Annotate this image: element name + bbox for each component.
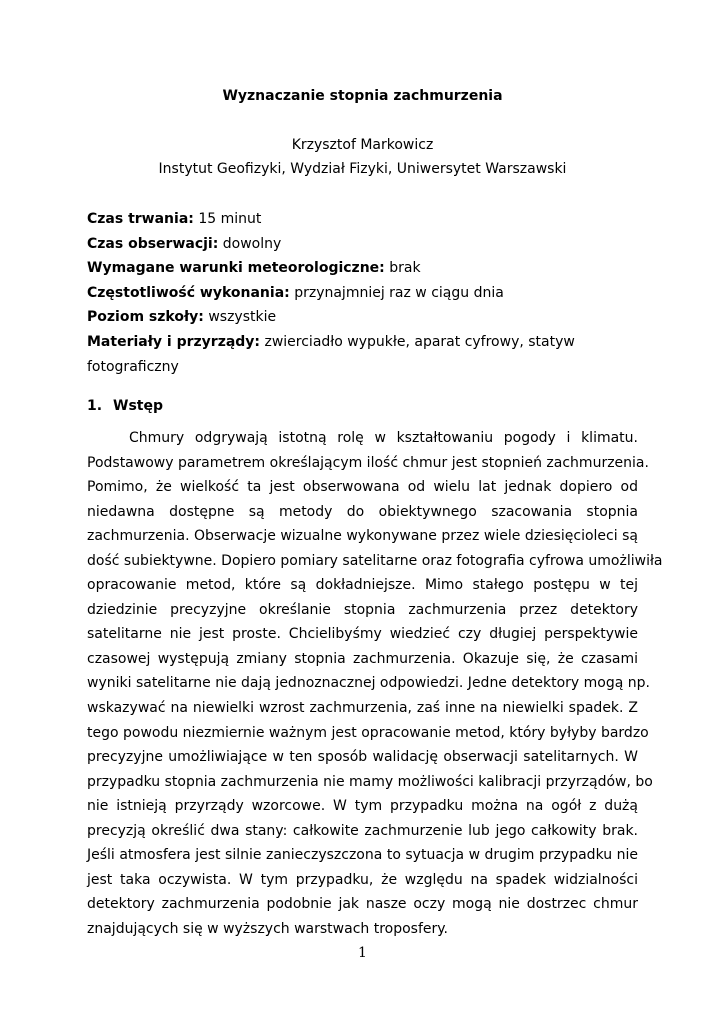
paragraph-line: Pomimo, że wielkość ta jest obserwowana od wielu lat jednak dopiero od — [87, 479, 638, 496]
meta-label: Czas trwania: — [87, 211, 194, 227]
author-name: Krzysztof Markowicz — [291, 137, 434, 153]
document-title: Wyznaczanie stopnia zachmurzenia — [222, 88, 503, 104]
meta-label: Czas obserwacji: — [87, 235, 219, 252]
section-heading — [87, 398, 163, 414]
paragraph-line: dziedzinie precyzyjne określanie stopnia zachmurzenia przez detektory — [87, 601, 638, 618]
meta-value: brak — [384, 260, 421, 277]
meta-label: Poziom szkoły: — [87, 309, 204, 326]
meta-value: przynajmniej raz w ciągu dnia — [289, 284, 504, 301]
section-title: Wstęp — [113, 398, 163, 414]
author-affiliation: Instytut Geofizyki, Wydział Fizyki, Uniwersytet Warszawski — [158, 161, 567, 177]
paragraph-line: Chmury odgrywają istotną rolę w kształtowaniu pogody i klimatu. — [129, 430, 638, 446]
meta-label: Materiały i przyrządy: — [87, 333, 261, 350]
paragraph-line: przypadku stopnia zachmurzenia nie mamy możliwości kalibracji przyrządów, bo — [87, 773, 653, 790]
paragraph-line: wyniki satelitarne nie dają jednoznacznej odpowiedzi. Jedne detektory mogą np. — [87, 675, 650, 692]
paragraph-line: nie istnieją przyrządy wzorcowe. W tym przypadku można na ogół z dużą — [87, 798, 638, 815]
meta-materials-continuation: fotograficzny — [87, 358, 179, 375]
paragraph-line: precyzją określić dwa stany: całkowite zachmurzenie lub jego całkowity brak. — [87, 822, 638, 839]
paragraph-line: detektory zachmurzenia podobnie jak nasze oczy mogą nie dostrzec chmur — [87, 896, 638, 913]
meta-frequency — [87, 281, 667, 306]
paragraph-line: tego powodu niezmiernie ważnym jest opracowanie metod, który byłyby bardzo — [87, 724, 649, 741]
meta-duration — [87, 207, 667, 232]
meta-school-level — [87, 305, 667, 330]
meta-materials — [87, 330, 667, 355]
paragraph-line: precyzyjne umożliwiające w ten sposób walidację obserwacji satelitarnych. W — [87, 749, 638, 766]
paragraph-line: Podstawowy parametrem określającym ilość chmur jest stopnień zachmurzenia. — [87, 454, 649, 471]
paragraph-line: jest taka oczywista. W tym przypadku, że względu na spadek widzialności — [87, 871, 638, 888]
paragraph-line: dość subiektywne. Dopiero pomiary satelitarne oraz fotografia cyfrowa umożliwiła — [87, 552, 663, 569]
meta-value: zwierciadło wypukłe, aparat cyfrowy, statyw — [260, 333, 575, 350]
metadata-block — [87, 207, 667, 379]
meta-weather-conditions — [87, 256, 667, 281]
paragraph-line: wskazywać na niewielki wzrost zachmurzenia, zaś inne na niewielki spadek. Z — [87, 700, 638, 717]
paragraph-line: niedawna dostępne są metody do obiektywnego szacowania stopnia — [87, 503, 638, 520]
paragraph-line: zachmurzenia. Obserwacje wizualne wykonywane przez wiele dziesięcioleci są — [87, 528, 638, 545]
meta-label: Wymagane warunki meteorologiczne: — [87, 260, 385, 277]
meta-value: 15 minut — [193, 211, 262, 227]
section-number: 1. — [87, 398, 103, 414]
paragraph-line: Jeśli atmosfera jest silnie zanieczyszczona to sytuacja w drugim przypadku nie — [87, 847, 638, 864]
page-number: 1 — [358, 945, 367, 961]
meta-label: Częstotliwość wykonania: — [87, 284, 290, 301]
paragraph-line: znajdujących się w wyższych warstwach troposfery. — [87, 920, 449, 937]
body-paragraph — [87, 426, 663, 941]
paragraph-line: czasowej występują zmiany stopnia zachmurzenia. Okazuje się, że czasami — [87, 650, 638, 667]
meta-observation-time — [87, 232, 667, 257]
paragraph-line: satelitarne nie jest proste. Chcielibyśmy wiedzieć czy długiej perspektywie — [87, 626, 638, 643]
meta-value: wszystkie — [203, 309, 277, 326]
paragraph-line: opracowanie metod, które są dokładniejsze. Mimo stałego postępu w tej — [87, 577, 638, 594]
meta-value: dowolny — [218, 235, 282, 252]
